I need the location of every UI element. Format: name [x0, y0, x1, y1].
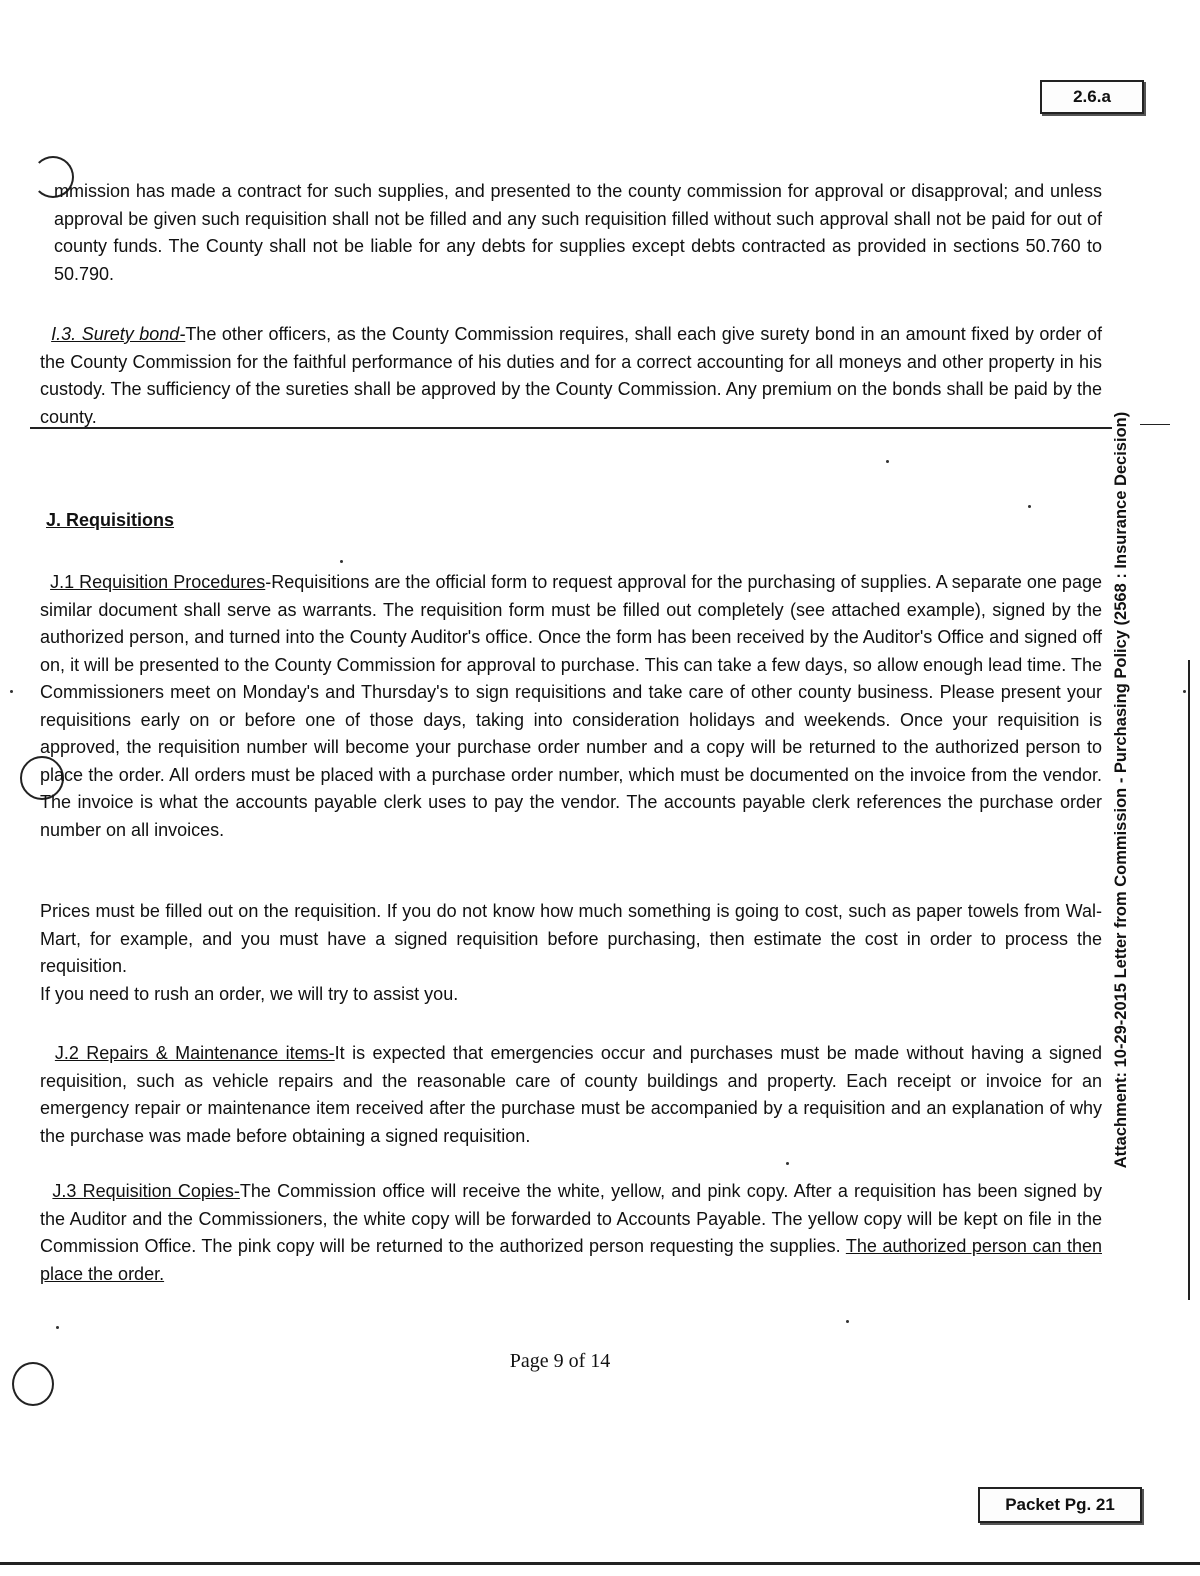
surety-bond-title: I.3. Surety bond- [51, 324, 186, 344]
surety-bond-paragraph: I.3. Surety bond-The other officers, as the County Commission requires, shall each give surety bond in an amount fixed by order of the County Commission for the faithful performance of his duties and for a correct accounting for all moneys and other property in his custody. The sufficiency of the sureties shall be approved by the County Commission. Any premium on the bonds shall be paid by the county. [40, 324, 1102, 427]
scan-speck [786, 1162, 789, 1165]
requisition-procedures-paragraph: J.1 Requisition Procedures-Requisitions are the official form to request approval for the purchasing of supplies. A separate one page similar document shall serve as warrants. The requisition form must be filled out completely (see attached example), signed by the authorized person, and turned into the County Auditor's office. Once the form has been received by the Auditor's Office and signed off on, it will be presented to the County Commission for approval to purchase. This can take a few days, so allow enough lead time. The Commissioners meet on Monday's and Thursday's to sign requisitions and take care of other county business. Please present your requisitions early on or before one of those days, taking into consideration holidays and weekends. Once your requisition is approved, the requisition number will become your purchase order number and a copy will be returned to the authorized person to place the order. All orders must be placed with a purchase order number, which must be documented on the invoice from the vendor. The invoice is what the accounts payable clerk uses to pay the vendor. The accounts payable clerk references the purchase order number on all invoices. [40, 572, 1102, 840]
requisition-copies-title: J.3 Requisition Copies- [52, 1181, 240, 1201]
rush-order-line: If you need to rush an order, we will try to assist you. [40, 983, 459, 1004]
requisition-copies-tail: The authorized person can then place the order. [40, 1236, 1102, 1284]
scan-speck [886, 460, 889, 463]
section-heading: J. Requisitions [46, 510, 175, 530]
bottom-border [0, 1562, 1200, 1565]
attachment-label: Attachment: 10-29-2015 Letter from Commission - Purchasing Policy (2568 : Insurance Decision) [1112, 411, 1130, 1169]
commission-paragraph: mmission has made a contract for such supplies, and presented to the county commission for approval or disapproval; and unless approval be given such requisition shall not be filled and any such requisition filled without such approval shall not be paid for out of county funds. The County shall not be liable for any debts for supplies except debts contracted as provided in sections 50.760 to 50.790. [54, 181, 1102, 284]
scan-speck [1183, 690, 1186, 693]
stamp-label: 2.6.a [1073, 87, 1111, 106]
margin-line [1188, 660, 1190, 1300]
repairs-paragraph: J.2 Repairs & Maintenance items-It is expected that emergencies occur and purchases must be made without having a signed requisition, such as vehicle repairs and the reasonable care of county buildings and property. Each receipt or invoice for an emergency repair or maintenance item received after the purchase must be accompanied by a requisition and an explanation of why the purchase was made before obtaining a signed requisition. [40, 1043, 1102, 1146]
scan-speck [56, 1326, 59, 1329]
scan-speck [10, 690, 13, 693]
requisition-procedures-title: J.1 Requisition Procedures [50, 572, 266, 592]
repairs-title: J.2 Repairs & Maintenance items- [54, 1043, 335, 1063]
scan-speck [340, 560, 343, 563]
top-stamp [1040, 80, 1144, 114]
packet-page-label: Packet Pg. 21 [1005, 1495, 1115, 1514]
requisition-copies-paragraph: J.3 Requisition Copies-The Commission office will receive the white, yellow, and pink copy. After a requisition has been signed by the Auditor and the Commissioners, the white copy will be forwarded to Accounts Payable. The yellow copy will be kept on file in the Commission Office. The pink copy will be returned to the authorized person requesting the supplies. The authorized person can then place the order. [40, 1181, 1102, 1284]
page-number: Page 9 of 14 [509, 1350, 611, 1372]
margin-tick [1140, 424, 1170, 425]
packet-page-stamp [978, 1487, 1142, 1523]
section-divider [30, 427, 1112, 429]
prices-paragraph: Prices must be filled out on the requisition. If you do not know how much something is going to cost, such as paper towels from Wal-Mart, for example, and you must have a signed requisition before purchasing, then estimate the cost in order to process the requisition. If you need to rush an order, we will try to assist you. [40, 901, 1102, 1004]
scan-speck [846, 1320, 849, 1323]
scan-speck [1028, 505, 1031, 508]
